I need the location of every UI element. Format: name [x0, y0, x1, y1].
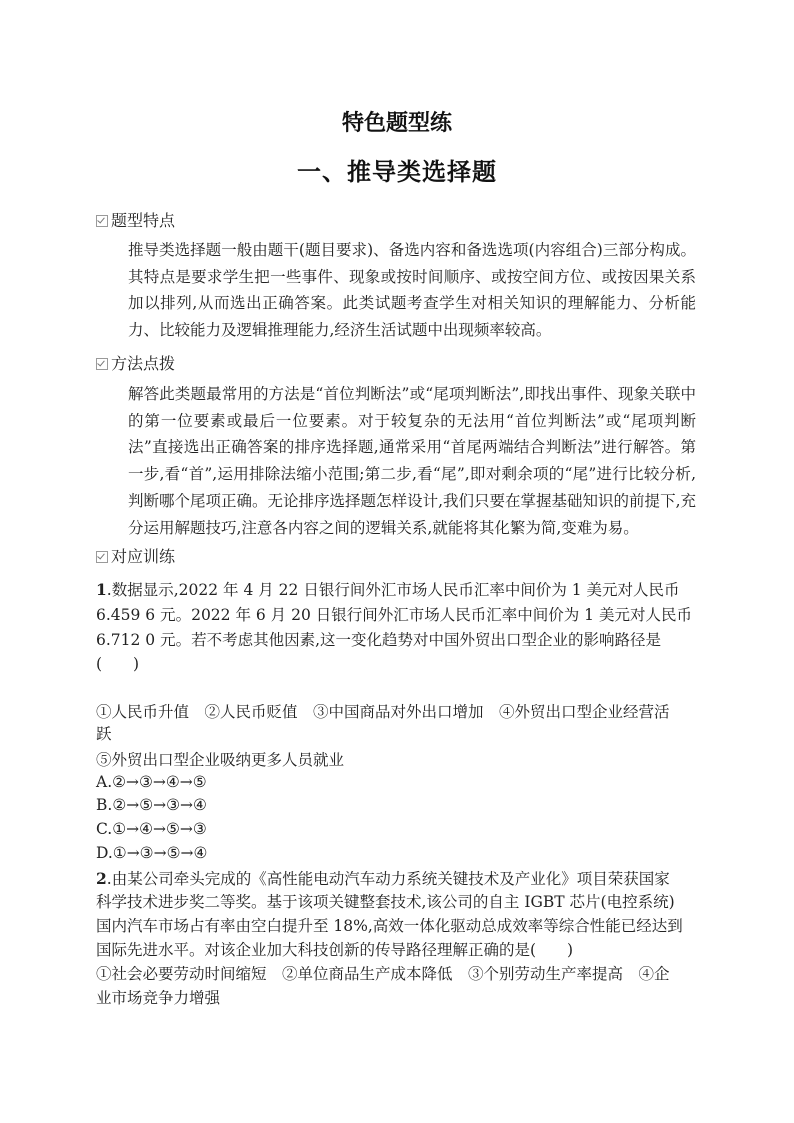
question-1-item-line: 跃	[96, 725, 112, 743]
question-1-item-line: ①人民币升值 ②人民币贬值 ③中国商品对外出口增加 ④外贸出口型企业经营活	[96, 703, 670, 721]
question-1-stem-line: 6.459 6 元。2022 年 6 月 20 日银行间外汇市场人民币汇率中间价为 1 美元对人民币	[96, 606, 692, 624]
question-1-item-line: ⑤外贸出口型企业吸纳更多人员就业	[96, 751, 345, 769]
question-1-stem-line: ( )	[96, 655, 140, 673]
checkbox-icon	[96, 358, 108, 370]
question-2-item-line: 业市场竞争力增强	[96, 989, 221, 1007]
question-number: 2	[96, 869, 107, 888]
page-title: 特色题型练	[341, 111, 452, 136]
section-heading-practice	[96, 544, 175, 567]
question-number: 1	[96, 580, 107, 599]
question-2-stem-line: 科学技术进步奖二等奖。基于该项关键整套技术,该公司的自主 IGBT 芯片(电控系统)	[96, 893, 675, 911]
page-subtitle: 一、推导类选择题	[297, 158, 497, 186]
checkbox-icon	[96, 551, 108, 563]
section-heading-method	[96, 351, 175, 374]
question-2-item-line: ①社会必要劳动时间缩短 ②单位商品生产成本降低 ③个别劳动生产率提高 ④企	[96, 965, 670, 983]
question-2-stem-line: 国内汽车市场占有率由空白提升至 18%,高效一体化驱动总成效率等综合性能已经达到	[96, 917, 683, 935]
question-1-option-c: C.①→④→⑤→③	[96, 820, 207, 838]
section-text-features	[96, 237, 696, 344]
question-2-stem-line: 国际先进水平。对该企业加大科技创新的传导路径理解正确的是( )	[96, 941, 574, 959]
checkbox-icon	[96, 215, 108, 227]
question-1-option-d: D.①→③→⑤→④	[96, 844, 208, 862]
question-2-stem-line: 2.由某公司牵头完成的《高性能电动汽车动力系统关键技术及产业化》项目荣获国家	[96, 869, 670, 888]
question-1-option-b: B.②→⑤→③→④	[96, 796, 207, 814]
section-heading-label: 对应训练	[111, 547, 176, 566]
question-1-option-a: A.②→③→④→⑤	[96, 773, 207, 791]
section-text-method	[96, 381, 696, 541]
section-heading-label: 题型特点	[111, 211, 176, 230]
question-1-stem-line: 1.数据显示,2022 年 4 月 22 日银行间外汇市场人民币汇率中间价为 1 美元对人民币	[96, 580, 680, 599]
paragraph-text: 解答此类题最常用的方法是“首位判断法”或“尾项判断法”,即找出事件、现象关联中的第一位要素或最后一位要素。对于较复杂的无法用“首位判断法”或“尾项判断法”直接选出正确答案的排序选择题,通常采用“首尾两端结合判断法”进行解答。第一步,看“首”,运用排除法缩小范围;第二步,看“尾”,即对剩余项的“尾”进行比较分析,判断哪个尾项正确。无论排序选择题怎样设计,我们只要在掌握基础知识的前提下,充分运用解题技巧,注意各内容之间的逻辑关系,就能将其化繁为简,变难为易。	[128, 385, 696, 537]
question-1-stem-line: 6.712 0 元。若不考虑其他因素,这一变化趋势对中国外贸出口型企业的影响路径是	[96, 631, 662, 649]
section-heading-label: 方法点拨	[111, 354, 176, 373]
paragraph-text: 推导类选择题一般由题干(题目要求)、备选内容和备选选项(内容组合)三部分构成。其特点是要求学生把一些事件、现象或按时间顺序、或按空间方位、或按因果关系加以排列,从而选出正确答案。此类试题考查学生对相关知识的理解能力、分析能力、比较能力及逻辑推理能力,经济生活试题中出现频率较高。	[128, 241, 696, 340]
section-heading-features	[96, 208, 175, 231]
